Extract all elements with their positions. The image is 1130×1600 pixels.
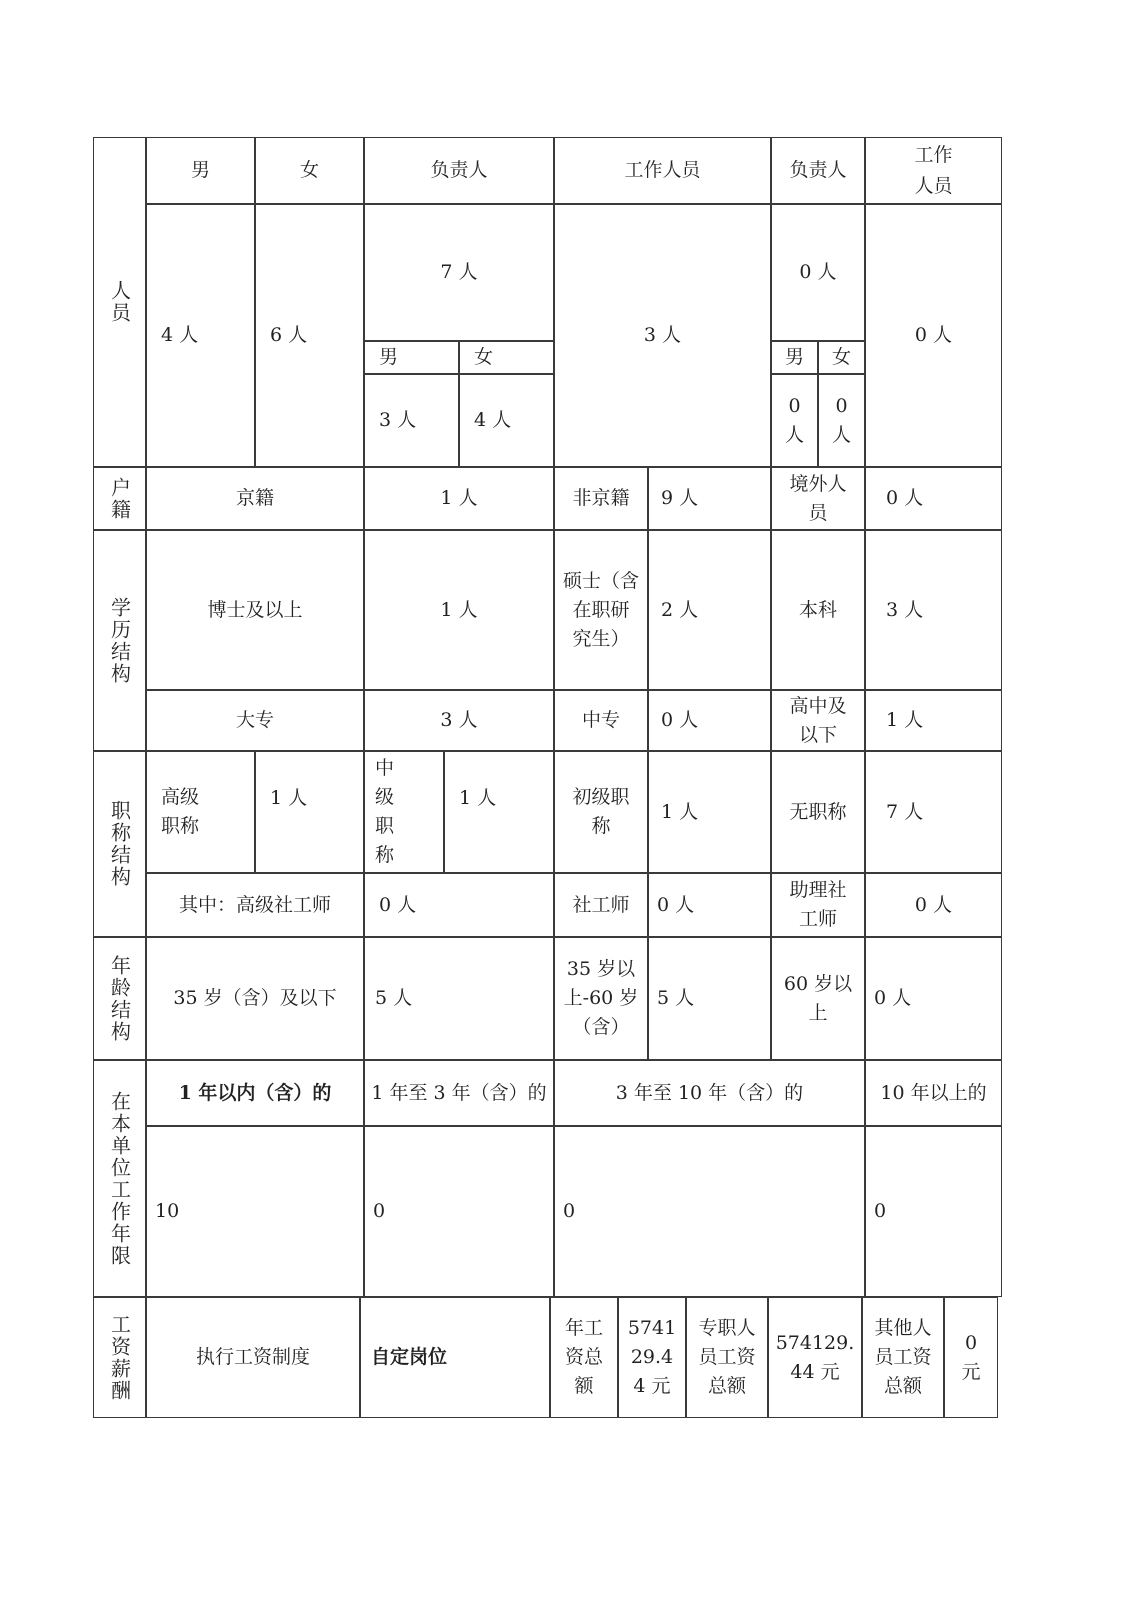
bachelor-count: 3 人 xyxy=(865,530,1002,690)
beijing-count: 1 人 xyxy=(364,467,554,530)
social-worker-count: 0 人 xyxy=(648,873,771,937)
responsible-female: 4 人 xyxy=(459,374,554,467)
salary-system-header: 执行工资制度 xyxy=(146,1297,360,1418)
section-label-personnel: 人员 xyxy=(93,137,146,467)
tenure-under-1-header: 1 年以内（含）的 xyxy=(146,1060,364,1126)
mid-title-header: 中 级 职 称 xyxy=(364,751,444,873)
assistant-social-worker-count: 0 人 xyxy=(865,873,1002,937)
responsible-2-total: 0 人 xyxy=(771,204,865,341)
college-header: 大专 xyxy=(146,690,364,751)
header-staff: 工作人员 xyxy=(554,137,771,204)
secondary-count: 0 人 xyxy=(648,690,771,751)
master-header: 硕士（含 在职研 究生） xyxy=(554,530,648,690)
mid-title-count: 1 人 xyxy=(444,751,554,873)
section-label-salary: 工资薪酬 xyxy=(93,1297,146,1418)
phd-count: 1 人 xyxy=(364,530,554,690)
responsible-2-male-header: 男 xyxy=(771,341,818,374)
responsible-total: 7 人 xyxy=(364,204,554,341)
senior-title-header: 高级 职称 xyxy=(146,751,255,873)
header-responsible-2: 负责人 xyxy=(771,137,865,204)
responsible-2-male: 0 人 xyxy=(771,374,818,467)
header-staff-2: 工作 人员 xyxy=(865,137,1002,204)
age-35-60-header: 35 岁以 上-60 岁 （含） xyxy=(554,937,648,1060)
staff-total: 3 人 xyxy=(554,204,771,467)
section-label-education: 学历结构 xyxy=(93,530,146,751)
annual-salary-header: 年工 资总 额 xyxy=(550,1297,618,1418)
junior-title-count: 1 人 xyxy=(648,751,771,873)
responsible-female-header: 女 xyxy=(459,341,554,374)
junior-title-header: 初级职 称 xyxy=(554,751,648,873)
master-count: 2 人 xyxy=(648,530,771,690)
header-responsible: 负责人 xyxy=(364,137,554,204)
overseas-count: 0 人 xyxy=(865,467,1002,530)
tenure-3-10-count: 0 xyxy=(554,1126,865,1297)
assistant-social-worker-header: 助理社 工师 xyxy=(771,873,865,937)
responsible-2-female: 0 人 xyxy=(818,374,865,467)
age-35-60-count: 5 人 xyxy=(648,937,771,1060)
fulltime-salary-header: 专职人 员工资 总额 xyxy=(686,1297,768,1418)
senior-title-count: 1 人 xyxy=(255,751,364,873)
staff-2-total: 0 人 xyxy=(865,204,1002,467)
secondary-header: 中专 xyxy=(554,690,648,751)
tenure-under-1-count: 10 xyxy=(146,1126,364,1297)
senior-social-worker-count: 0 人 xyxy=(364,873,554,937)
tenure-over-10-count: 0 xyxy=(865,1126,1002,1297)
overseas-header: 境外人 员 xyxy=(771,467,865,530)
section-label-age: 年龄结构 xyxy=(93,937,146,1060)
age-over-60-header: 60 岁以 上 xyxy=(771,937,865,1060)
other-salary-header: 其他人 员工资 总额 xyxy=(862,1297,944,1418)
non-beijing-header: 非京籍 xyxy=(554,467,648,530)
tenure-3-10-header: 3 年至 10 年（含）的 xyxy=(554,1060,865,1126)
senior-social-worker-header: 其中：高级社工师 xyxy=(146,873,364,937)
header-female: 女 xyxy=(255,137,364,204)
tenure-over-10-header: 10 年以上的 xyxy=(865,1060,1002,1126)
header-male: 男 xyxy=(146,137,255,204)
tenure-1-3-header: 1 年至 3 年（含）的 xyxy=(364,1060,554,1126)
responsible-male-header: 男 xyxy=(364,341,459,374)
age-over-60-count: 0 人 xyxy=(865,937,1002,1060)
bachelor-header: 本科 xyxy=(771,530,865,690)
college-count: 3 人 xyxy=(364,690,554,751)
non-beijing-count: 9 人 xyxy=(648,467,771,530)
high-school-header: 高中及 以下 xyxy=(771,690,865,751)
section-label-title: 职称结构 xyxy=(93,751,146,937)
male-count: 4 人 xyxy=(146,204,255,467)
female-count: 6 人 xyxy=(255,204,364,467)
section-label-hukou: 户籍 xyxy=(93,467,146,530)
no-title-count: 7 人 xyxy=(865,751,1002,873)
beijing-header: 京籍 xyxy=(146,467,364,530)
no-title-header: 无职称 xyxy=(771,751,865,873)
tenure-1-3-count: 0 xyxy=(364,1126,554,1297)
responsible-male: 3 人 xyxy=(364,374,459,467)
social-worker-header: 社工师 xyxy=(554,873,648,937)
age-under-35-count: 5 人 xyxy=(364,937,554,1060)
age-under-35-header: 35 岁（含）及以下 xyxy=(146,937,364,1060)
high-school-count: 1 人 xyxy=(865,690,1002,751)
annual-salary-total: 5741 29.4 4 元 xyxy=(618,1297,686,1418)
other-salary-total: 0 元 xyxy=(944,1297,998,1418)
fulltime-salary-total: 574129. 44 元 xyxy=(768,1297,862,1418)
responsible-2-female-header: 女 xyxy=(818,341,865,374)
phd-header: 博士及以上 xyxy=(146,530,364,690)
salary-system-value: 自定岗位 xyxy=(360,1297,550,1418)
section-label-tenure: 在本单位工作年限 xyxy=(93,1060,146,1297)
